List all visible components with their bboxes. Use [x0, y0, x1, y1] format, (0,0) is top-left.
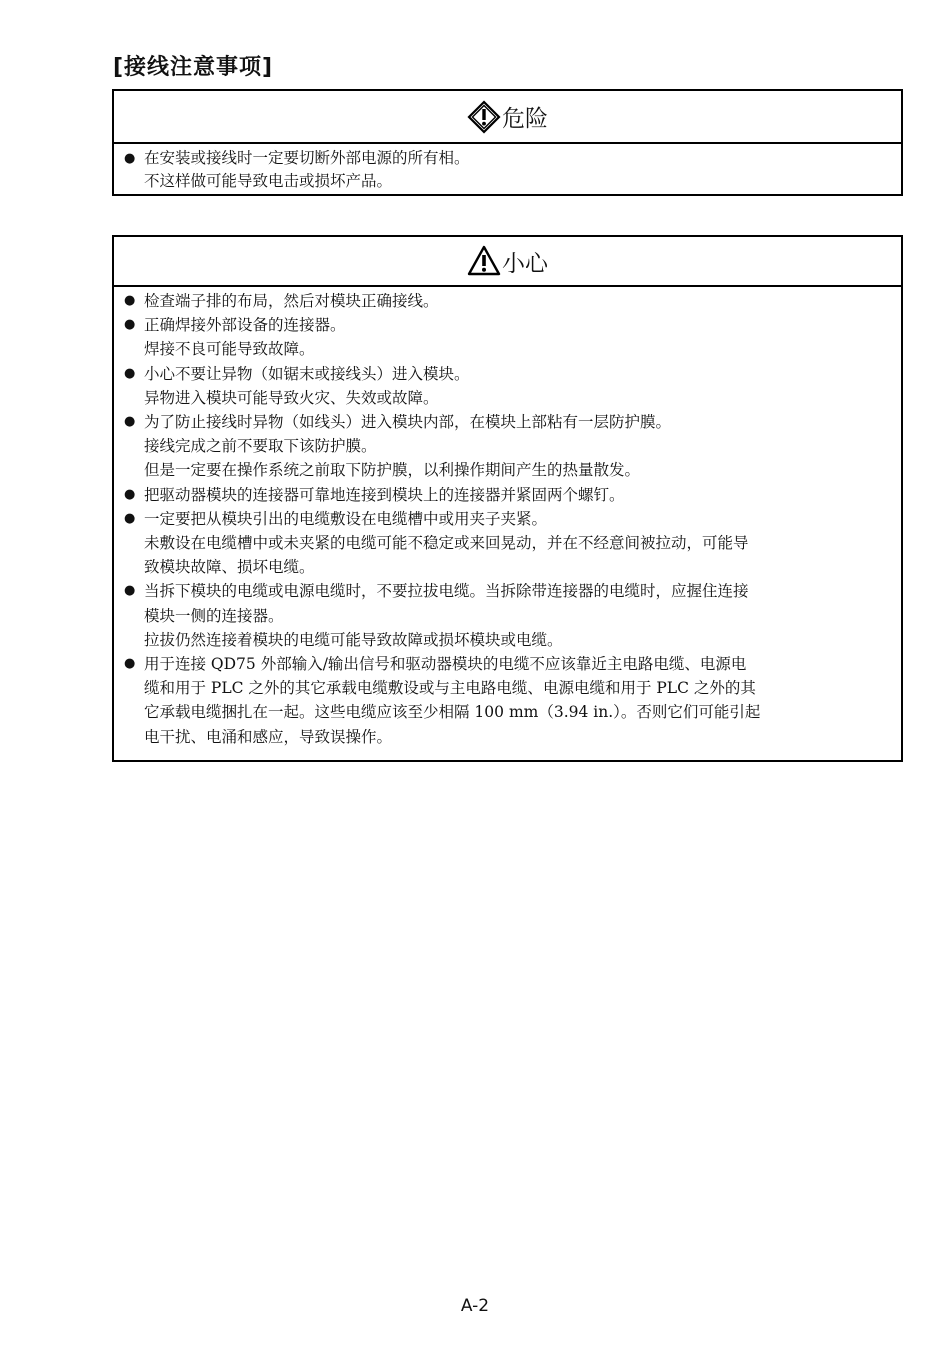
list-item-text	[144, 147, 901, 193]
text-line: 未敷设在电缆槽中或未夹紧的电缆可能不稳定或来回晃动，并在不经意间被拉动，可能导	[144, 534, 749, 553]
text-line: 它承载电缆捆扎在一起。这些电缆应该至少相隔 100 mm（3.94 in.）。否则它们可能引起	[144, 703, 761, 722]
section-title: [接线注意事项]	[113, 55, 274, 80]
list-item-text	[144, 507, 901, 580]
text-line: 在安装或接线时一定要切断外部电源的所有相。	[144, 149, 470, 167]
bullet-icon: ●	[124, 151, 136, 166]
caution-body	[114, 287, 901, 749]
text-line: 模块一侧的连接器。	[144, 606, 284, 625]
text-line: 为了防止接线时异物（如线头）进入模块内部，在模块上部粘有一层防护膜。	[144, 413, 672, 432]
caution-box	[112, 235, 903, 762]
bullet-icon: ●	[124, 414, 136, 430]
bullet-icon: ●	[124, 510, 136, 526]
caution-list-item	[124, 289, 901, 313]
bullet-icon: ●	[124, 365, 136, 381]
text-line: 不这样做可能导致电击或损坏产品。	[144, 172, 393, 190]
page-number: A-2	[460, 1296, 490, 1316]
bullet-icon: ●	[124, 486, 136, 502]
list-item-text	[144, 313, 901, 361]
bullet-icon: ●	[124, 293, 136, 308]
caution-label: 小心	[502, 250, 548, 277]
danger-box	[112, 89, 903, 196]
caution-list-item	[124, 362, 901, 410]
list-item-text	[144, 362, 901, 410]
list-item-text	[144, 289, 901, 313]
text-line: 一定要把从模块引出的电缆敷设在电缆槽中或用夹子夹紧。	[144, 509, 548, 528]
text-line: 但是一定要在操作系统之前取下防护膜，以利操作期间产生的热量散发。	[144, 461, 641, 480]
bullet-icon: ●	[124, 317, 136, 333]
warning-triangle-icon	[467, 244, 501, 278]
text-line: 检查端子排的布局，然后对模块正确接线。	[144, 292, 439, 310]
bullet-icon: ●	[124, 656, 136, 672]
text-line: 把驱动器模块的连接器可靠地连接到模块上的连接器并紧固两个螺钉。	[144, 485, 625, 504]
text-line: 拉拔仍然连接着模块的电缆可能导致故障或损坏模块或电缆。	[144, 630, 563, 649]
caution-list-item	[124, 579, 901, 652]
text-line: 正确焊接外部设备的连接器。	[144, 316, 346, 335]
caution-list-item	[124, 483, 901, 507]
danger-label: 危险	[502, 106, 548, 132]
text-line: 致模块故障、损坏电缆。	[144, 558, 315, 577]
danger-body	[114, 144, 901, 193]
danger-list-item	[124, 147, 901, 193]
caution-header	[114, 237, 901, 287]
caution-list-item	[124, 410, 901, 483]
caution-list-item	[124, 652, 901, 749]
text-line: 当拆下模块的电缆或电源电缆时，不要拉拔电缆。当拆除带连接器的电缆时，应握住连接	[144, 582, 749, 601]
bullet-icon: ●	[124, 583, 136, 599]
list-item-text	[144, 579, 901, 652]
text-line: 电干扰、电涌和感应，导致误操作。	[144, 727, 393, 746]
danger-header	[114, 91, 901, 144]
danger-diamond-icon	[467, 100, 501, 134]
text-line: 异物进入模块可能导致火灾、失效或故障。	[144, 388, 439, 407]
list-item-text	[144, 410, 901, 483]
list-item-text	[144, 483, 901, 507]
list-item-text	[144, 652, 901, 749]
caution-list-item	[124, 313, 901, 361]
text-line: 小心不要让异物（如锯末或接线头）进入模块。	[144, 364, 470, 383]
text-line: 接线完成之前不要取下该防护膜。	[144, 437, 377, 456]
text-line: 缆和用于 PLC 之外的其它承载电缆敷设或与主电路电缆、电源电缆和用于 PLC 之外的其	[144, 679, 756, 698]
text-line: 用于连接 QD75 外部输入/输出信号和驱动器模块的电缆不应该靠近主电路电缆、电源电	[144, 655, 747, 674]
caution-list-item	[124, 507, 901, 580]
text-line: 焊接不良可能导致故障。	[144, 340, 315, 359]
